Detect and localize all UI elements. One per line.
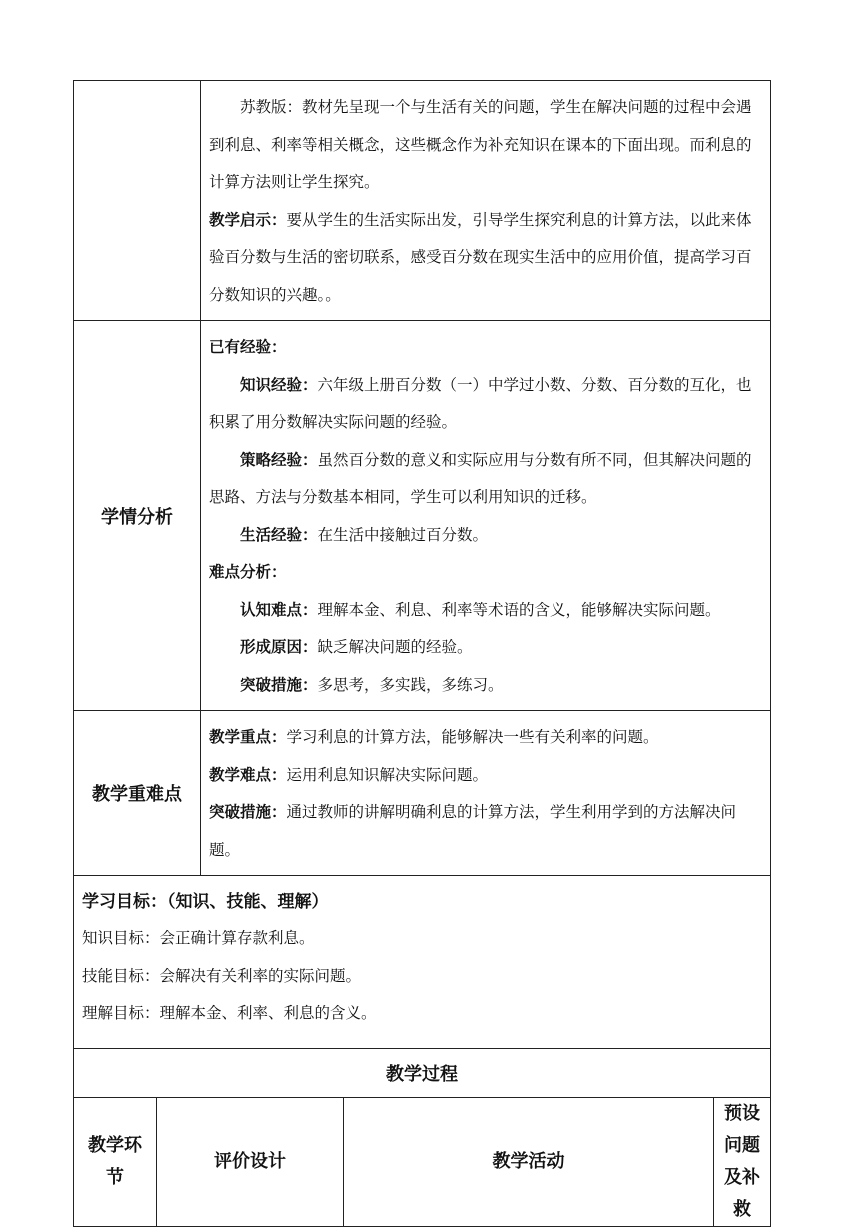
skill-goal: 技能目标：会解决有关利率的实际问题。: [82, 966, 362, 985]
analysis-row: [74, 321, 771, 711]
goals-heading: 学习目标：（知识、技能、理解）: [82, 892, 329, 912]
breakthrough-measure-label: 突破措施：: [240, 675, 318, 694]
process-title: 教学过程: [74, 1049, 771, 1098]
keypoints-measure-label: 突破措施：: [209, 803, 287, 821]
knowledge-goal: 知识目标：会正确计算存款利息。: [82, 929, 315, 947]
col-activity-header: 教学活动: [344, 1098, 714, 1227]
textbook-row: [74, 81, 771, 321]
teaching-difficulty-label: 教学难点：: [209, 765, 287, 784]
teaching-focus: [209, 719, 764, 757]
breakthrough-measure-text: 多思考，多实践，多练习。: [317, 675, 504, 694]
goals-row: [74, 876, 771, 1049]
textbook-paragraph: 苏教版：教材先呈现一个与生活有关的问题，学生在解决问题的过程中会遇到利息、利率等相关概念，这些概念作为补充知识在课本的下面出现。而利息的计算方法则让学生探究。: [209, 98, 752, 191]
analysis-content: [201, 321, 771, 711]
cognitive-difficulty-label: 认知难点：: [240, 600, 318, 619]
teaching-insight: [209, 202, 764, 315]
life-experience: [209, 517, 764, 555]
teaching-insight-label: 教学启示：: [209, 210, 287, 229]
col-stage-header: 教学环节: [74, 1098, 157, 1227]
strategy-experience-label: 策略经验：: [240, 450, 318, 469]
keypoints-content: [201, 711, 771, 876]
col-preset-header: 预设问题及补救: [714, 1098, 771, 1227]
teaching-insight-text: 要从学生的生活实际出发，引导学生探究利息的计算方法，以此来体验百分数与生活的密切联系，感受百分数在现实生活中的应用价值，提高学习百分数知识的兴趣。。: [209, 210, 752, 304]
teaching-difficulty-text: 运用利息知识解决实际问题。: [286, 765, 489, 784]
strategy-experience: [209, 442, 764, 517]
understanding-goal: 理解目标：理解本金、利率、利息的含义。: [82, 1004, 377, 1022]
knowledge-experience-text: 六年级上册百分数（一）中学过小数、分数、百分数的互化，也积累了用分数解决实际问题的经验。: [209, 375, 752, 431]
teaching-difficulty: [209, 757, 764, 795]
goals-content: [74, 876, 771, 1049]
lesson-plan-table: [73, 80, 771, 1227]
analysis-label: 学情分析: [74, 321, 201, 711]
breakthrough-measure: [209, 667, 764, 705]
teaching-focus-label: 教学重点：: [209, 728, 287, 746]
cognitive-difficulty: [209, 592, 764, 630]
difficulty-cause-text: 缺乏解决问题的经验。: [317, 638, 473, 656]
process-header-row: [74, 1098, 771, 1227]
strategy-experience-text: 虽然百分数的意义和实际应用与分数有所不同，但其解决问题的思路、方法与分数基本相同，学生可以利用知识的迁移。: [209, 450, 752, 506]
keypoints-row: [74, 711, 771, 876]
lesson-plan-page: [73, 80, 770, 1227]
textbook-content: [201, 81, 771, 321]
difficulty-cause: [209, 629, 764, 667]
textbook-label-cell: [74, 81, 201, 321]
keypoints-measure-text: 通过教师的讲解明确利息的计算方法，学生利用学到的方法解决问题。: [209, 803, 737, 859]
keypoints-measure: [209, 794, 764, 869]
cognitive-difficulty-text: 理解本金、利息、利率等术语的含义，能够解决实际问题。: [317, 600, 721, 619]
teaching-focus-text: 学习利息的计算方法，能够解决一些有关利率的问题。: [286, 728, 659, 746]
life-experience-text: 在生活中接触过百分数。: [317, 525, 489, 544]
col-evaluation-header: 评价设计: [157, 1098, 344, 1227]
keypoints-label: 教学重难点: [74, 711, 201, 876]
life-experience-label: 生活经验：: [240, 525, 318, 544]
experience-heading: 已有经验：: [209, 338, 287, 356]
process-title-row: [74, 1049, 771, 1098]
knowledge-experience-label: 知识经验：: [240, 375, 318, 394]
knowledge-experience: [209, 367, 764, 442]
difficulty-heading: 难点分析：: [209, 563, 287, 581]
difficulty-cause-label: 形成原因：: [240, 638, 318, 656]
